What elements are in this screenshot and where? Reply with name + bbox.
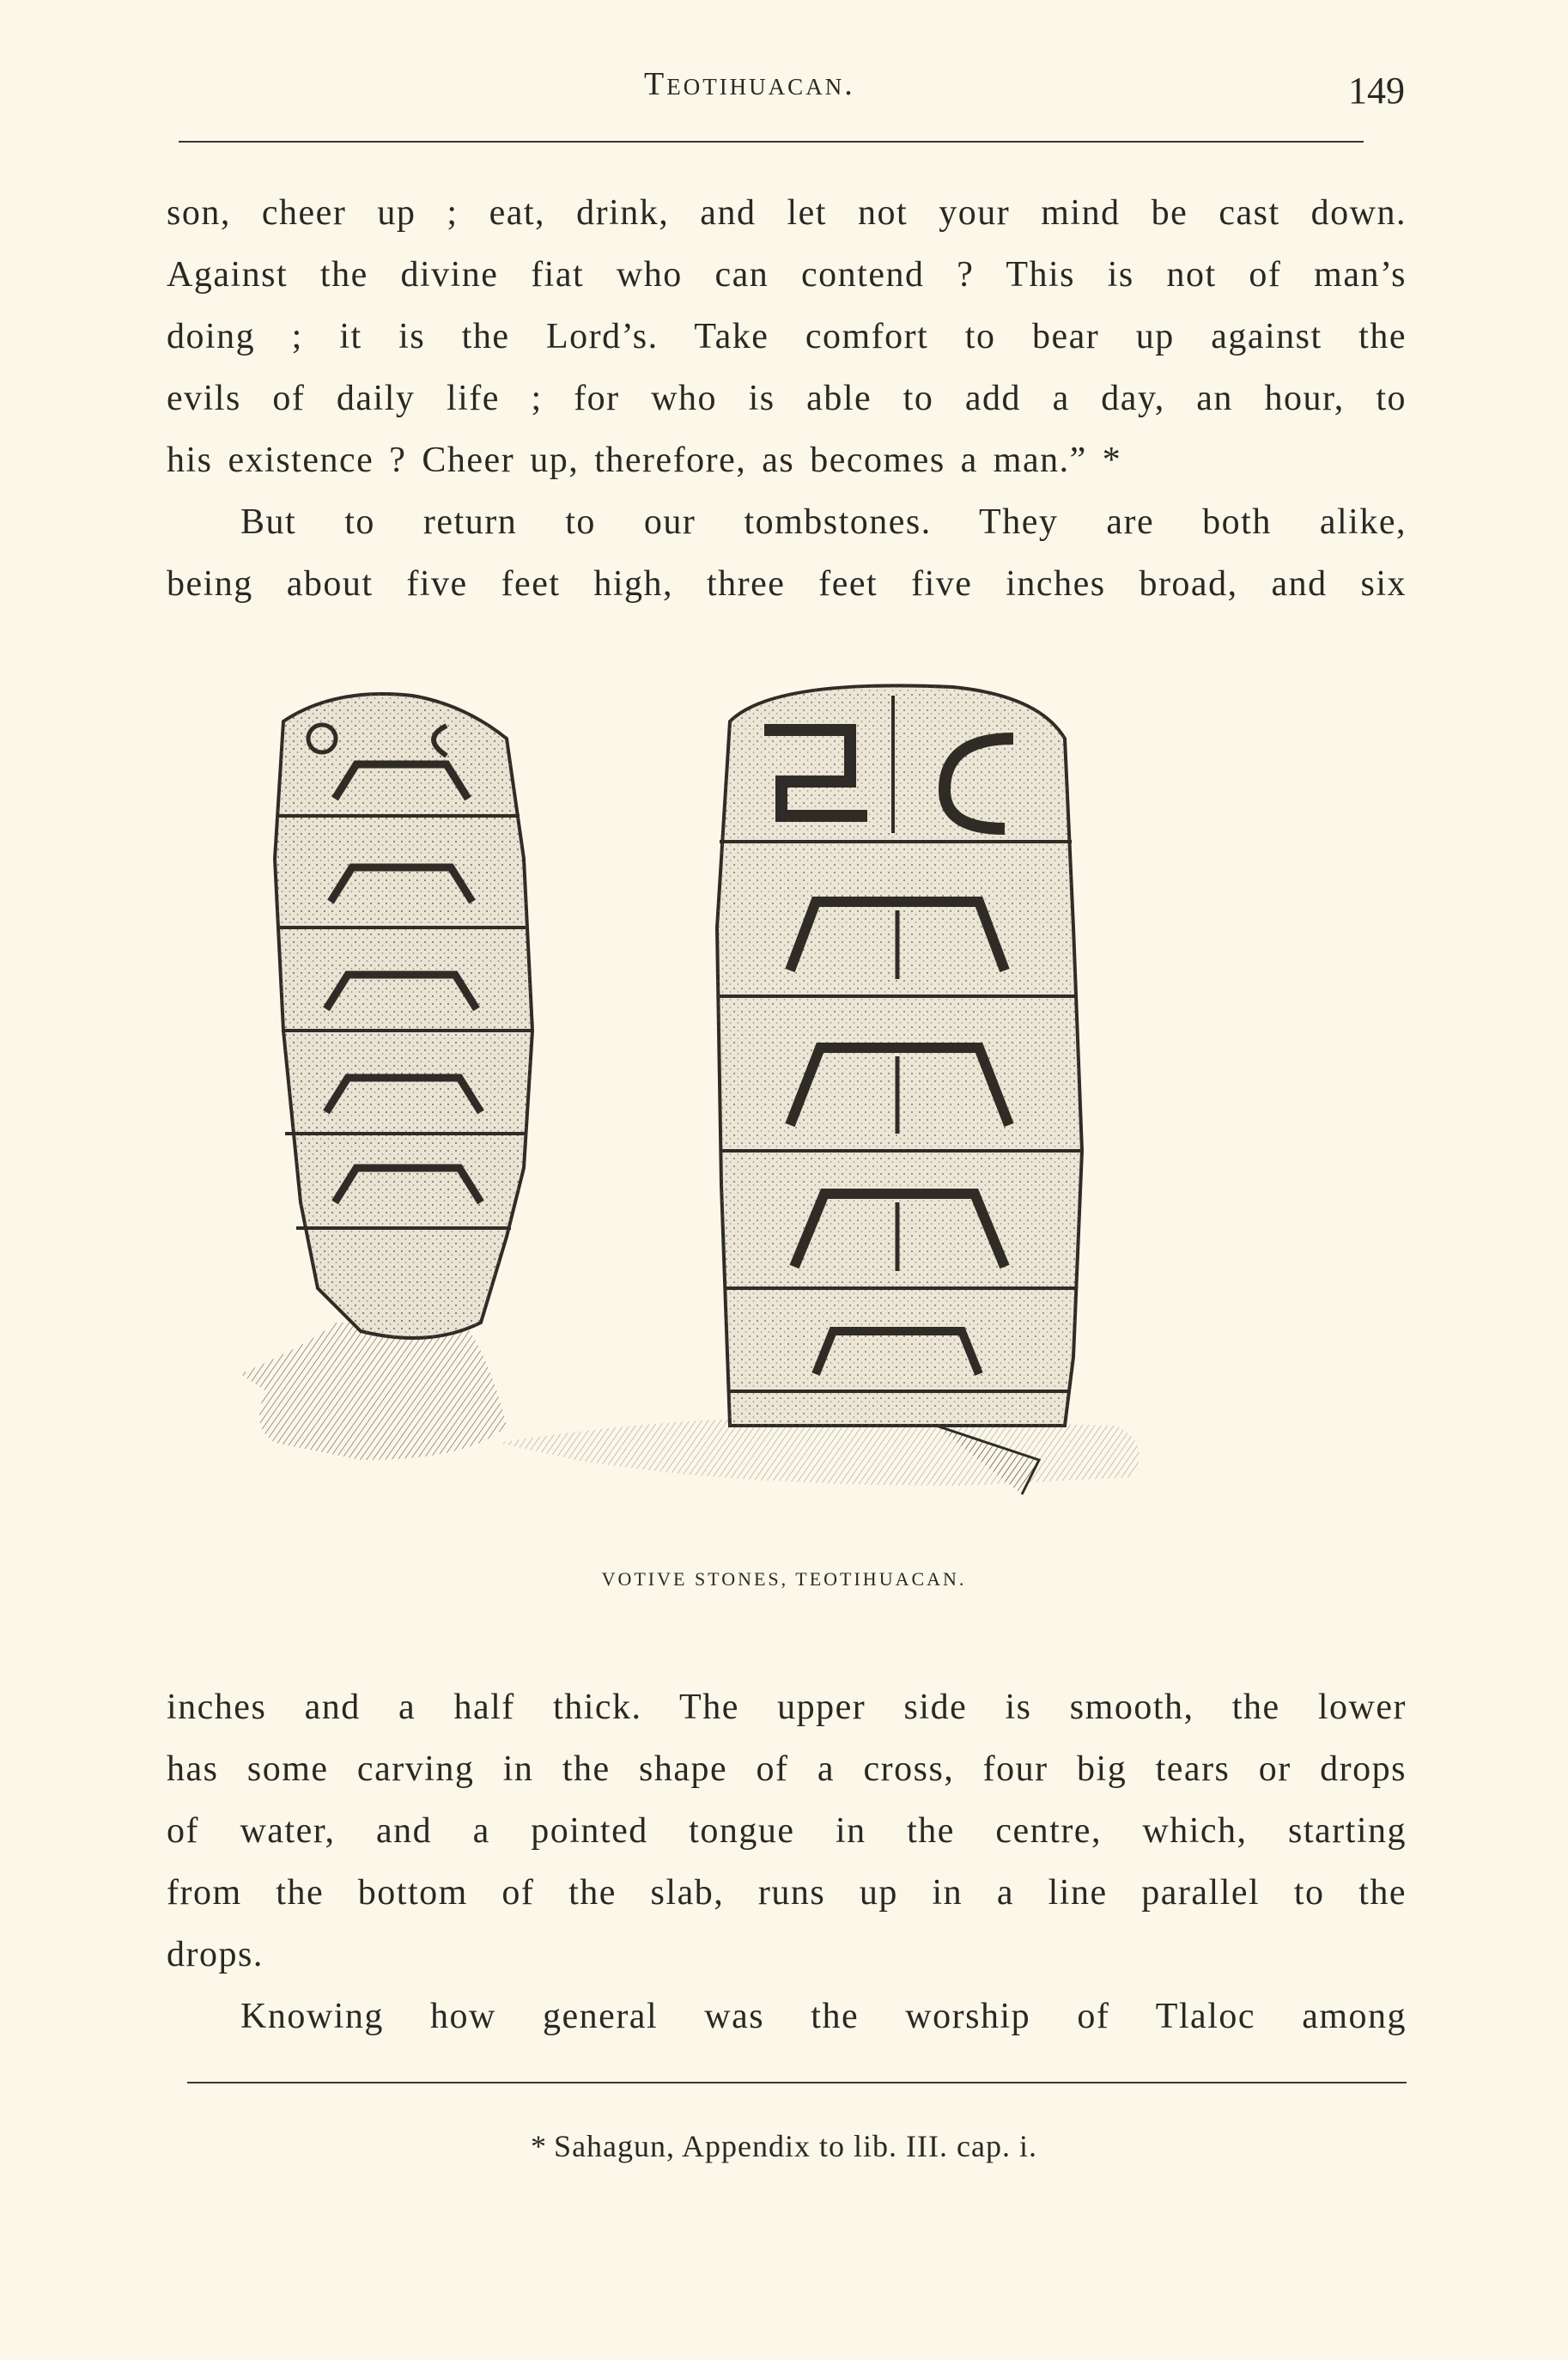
text-line: evils of daily life ; for who is able to add a day, an hour, to	[167, 379, 1407, 418]
text-line: son, cheer up ; eat, drink, and let not your mind be cast down.	[167, 193, 1407, 233]
text-line: inches and a half thick. The upper side is smooth, the lower	[167, 1688, 1407, 1727]
footnote-rule	[187, 2082, 1407, 2083]
paragraph-tlaloc	[167, 1986, 1407, 2047]
paragraph-tombstones	[167, 491, 1407, 615]
running-header	[0, 65, 1568, 117]
running-title: Teotihuacan.	[644, 66, 855, 102]
footnote	[0, 2128, 1568, 2164]
text-line: from the bottom of the slab, runs up in a line parallel to the	[167, 1873, 1407, 1913]
header-rule	[179, 141, 1364, 143]
text-line: his existence ? Cheer up, therefore, as becomes a man.” *	[167, 441, 1122, 480]
paragraph-carving	[167, 1676, 1407, 1986]
text-line: of water, and a pointed tongue in the centre, which, starting	[167, 1811, 1407, 1851]
footnote-marker: *	[531, 2129, 548, 2163]
page-number: 149	[1348, 70, 1405, 112]
right-votive-stone	[498, 685, 1140, 1494]
text-line: drops.	[167, 1935, 264, 1974]
text-line: being about five feet high, three feet five inches broad, and six	[167, 564, 1407, 604]
figure-caption: VOTIVE STONES, TEOTIHUACAN.	[601, 1568, 967, 1590]
text-line: Against the divine fiat who can contend ? This is not of man’s	[167, 255, 1407, 295]
text-line: has some carving in the shape of a cross, four big tears or drops	[167, 1749, 1407, 1789]
text-line: doing ; it is the Lord’s. Take comfort to bear up against the	[167, 317, 1407, 356]
text-line: Knowing how general was the worship of Tlaloc among	[240, 1997, 1407, 2036]
votive-stones-illustration	[215, 670, 1400, 1563]
text-line: But to return to our tombstones. They are both alike,	[240, 502, 1407, 542]
left-votive-stone	[240, 694, 532, 1460]
engraving-figure	[215, 670, 1400, 1563]
paragraph-continued	[167, 182, 1407, 491]
footnote-text: Sahagun, Appendix to lib. III. cap. i.	[554, 2129, 1037, 2163]
